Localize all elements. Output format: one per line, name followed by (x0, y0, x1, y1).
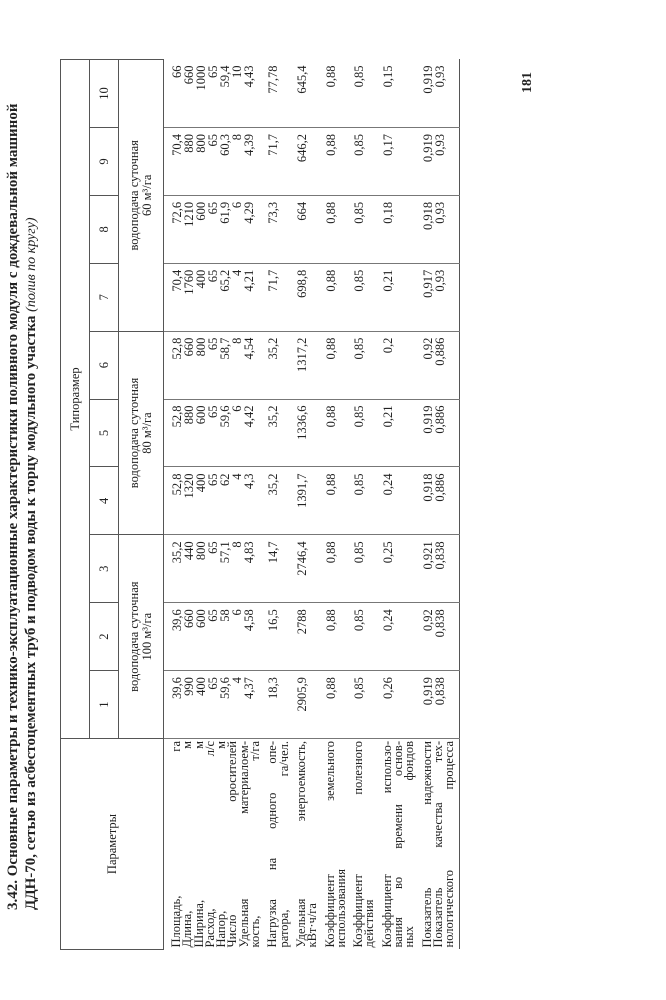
value: 800 (194, 541, 208, 561)
value-cell (419, 399, 459, 467)
value-cell (164, 467, 265, 535)
value: 59,6 (218, 677, 232, 699)
value-cell (264, 195, 293, 263)
value-cell (164, 535, 265, 603)
value-cell (379, 59, 419, 127)
value: 0,21 (380, 405, 395, 428)
value: 65 (206, 201, 220, 215)
value-cell (419, 467, 459, 535)
value: 800 (194, 337, 208, 357)
value-cell (322, 331, 351, 399)
value-cell (322, 535, 351, 603)
value: 0,921 (420, 541, 435, 570)
value: 73,3 (266, 201, 281, 224)
value: 0,92 (420, 609, 435, 632)
table-row (293, 59, 322, 949)
row-label-line: использования (333, 869, 348, 948)
table-caption (4, 60, 41, 910)
value: 4 (230, 677, 244, 684)
value: 0,838 (432, 541, 447, 570)
value: 71,7 (266, 269, 281, 292)
value: 664 (294, 201, 309, 221)
value: 66 (170, 65, 184, 78)
page-number: 181 (520, 72, 535, 93)
value: 65 (206, 405, 220, 419)
value: 61,9 (218, 201, 232, 224)
row-label-line: Коэффициент полезного (351, 741, 366, 948)
header-group (119, 59, 164, 331)
header-typesize: Типоразмер (61, 59, 90, 738)
value-cell (293, 671, 322, 739)
value: 880 (182, 133, 196, 153)
value: 0,918 (420, 473, 435, 502)
group-rate: 60 м³/га (140, 174, 154, 217)
value-cell (293, 127, 322, 195)
value-cell (350, 671, 379, 739)
row-label-line: вания во времени основ- (391, 741, 406, 948)
value-cell (164, 263, 265, 331)
value: 400 (194, 473, 208, 493)
value: 0,85 (352, 65, 367, 88)
value: 16,5 (266, 609, 281, 632)
row-label-line: действия (362, 899, 377, 948)
value: 400 (194, 677, 208, 696)
value: 4,39 (242, 133, 256, 156)
value: 4,43 (242, 65, 256, 88)
value-cell (293, 535, 322, 603)
value: 0,886 (432, 473, 447, 502)
value: 0,18 (380, 201, 395, 224)
value: 4 (230, 269, 244, 277)
value: 0,88 (323, 677, 338, 699)
header-size: 8 (90, 195, 119, 263)
value: 8 (230, 541, 244, 548)
value: 8 (230, 337, 244, 344)
value: 4,54 (242, 337, 256, 360)
value-cell (419, 535, 459, 603)
value: 4,37 (242, 677, 256, 699)
row-label (322, 739, 351, 950)
value: 57,1 (218, 541, 232, 564)
value-cell (164, 195, 265, 263)
value: 52,8 (170, 405, 184, 428)
value: 8 (230, 133, 244, 141)
value: 0,85 (352, 269, 367, 292)
value: 0,93 (432, 269, 447, 292)
value: 65 (206, 133, 220, 147)
value-cell (419, 195, 459, 263)
caption-note: (полив по кругу) (24, 217, 39, 312)
value-cell (419, 127, 459, 195)
value: 0,838 (432, 677, 447, 706)
value: 600 (194, 201, 208, 221)
value-cell (264, 59, 293, 127)
value: 35,2 (266, 405, 281, 428)
value: 18,3 (266, 677, 281, 699)
value: 0,88 (323, 609, 338, 632)
value-cell (379, 195, 419, 263)
value: 800 (194, 133, 208, 153)
value-cell (379, 399, 419, 467)
value-cell (322, 467, 351, 535)
value: 0,85 (352, 201, 367, 224)
group-rate: 80 м³/га (140, 412, 154, 454)
value: 0,85 (352, 337, 367, 360)
row-label-line: Расход, л/с (202, 741, 217, 948)
table-row (322, 59, 351, 949)
value-cell (350, 263, 379, 331)
value: 6 (230, 201, 244, 209)
row-label (419, 739, 459, 950)
value: 65 (206, 65, 220, 78)
value-cell (379, 331, 419, 399)
value: 400 (194, 269, 208, 289)
value: 65 (206, 337, 220, 351)
value: 440 (182, 541, 196, 561)
value-cell (350, 331, 379, 399)
value: 880 (182, 405, 196, 425)
value: 70,4 (170, 133, 184, 156)
value-cell (264, 263, 293, 331)
value: 0,24 (380, 609, 395, 632)
header-group (119, 331, 164, 535)
value: 0,886 (432, 337, 447, 366)
header-size: 2 (90, 603, 119, 671)
header-size: 6 (90, 331, 119, 399)
value-cell (164, 603, 265, 671)
value: 0,85 (352, 609, 367, 632)
value: 0,92 (420, 337, 435, 360)
row-label (379, 739, 419, 950)
value-cell (419, 331, 459, 399)
table-row (264, 59, 293, 949)
value-cell (350, 399, 379, 467)
value: 1000 (194, 65, 208, 91)
table-body (164, 59, 460, 949)
value-cell (164, 127, 265, 195)
group-rate: 100 м³/га (140, 612, 154, 661)
value-cell (350, 127, 379, 195)
value: 60,3 (218, 133, 232, 156)
value: 0,85 (352, 473, 367, 496)
value-cell (350, 59, 379, 127)
value-cell (322, 263, 351, 331)
value: 0,25 (380, 541, 395, 564)
value: 660 (182, 609, 196, 628)
value: 2788 (294, 609, 309, 635)
value: 65 (206, 677, 220, 690)
value: 0,88 (323, 473, 338, 496)
value: 6 (230, 609, 244, 616)
value-cell (264, 331, 293, 399)
value: 65,2 (218, 269, 232, 292)
value: 77,78 (266, 65, 281, 94)
group-label: водоподача суточная (127, 581, 141, 692)
value-cell (322, 127, 351, 195)
header-params: Параметры (61, 739, 164, 950)
value: 0,919 (420, 65, 435, 94)
value: 1320 (182, 473, 196, 499)
value: 0,88 (323, 65, 338, 88)
header-size: 10 (90, 59, 119, 127)
row-label (164, 739, 265, 950)
value: 1336,6 (294, 405, 309, 440)
value-cell (293, 331, 322, 399)
value-cell (293, 195, 322, 263)
value-cell (264, 603, 293, 671)
value-cell (293, 59, 322, 127)
value-cell (379, 535, 419, 603)
value-cell (419, 263, 459, 331)
value: 0,88 (323, 337, 338, 360)
value: 65 (206, 541, 220, 554)
value-cell (379, 603, 419, 671)
value: 4,3 (242, 473, 256, 490)
value: 0,26 (380, 677, 395, 699)
value-cell (293, 399, 322, 467)
row-label-line: нологического процесса (442, 741, 457, 948)
table-row (419, 59, 459, 949)
value-cell (419, 603, 459, 671)
value: 0,919 (420, 677, 435, 706)
value: 0,85 (352, 541, 367, 564)
table-row (350, 59, 379, 949)
row-label (264, 739, 293, 950)
value: 35,2 (266, 473, 281, 496)
value: 39,6 (170, 609, 184, 632)
parameters-table (60, 59, 460, 950)
value: 2905,9 (294, 677, 309, 712)
value: 0,21 (380, 269, 395, 292)
row-label-line: Площадь, га (169, 741, 183, 948)
value-cell (379, 127, 419, 195)
value: 35,2 (266, 337, 281, 360)
value: 0,85 (352, 405, 367, 428)
value: 646,2 (294, 133, 309, 163)
value-cell (164, 671, 265, 739)
value: 0,93 (432, 65, 447, 88)
header-size: 5 (90, 399, 119, 467)
value: 600 (194, 609, 208, 628)
value: 1760 (182, 269, 196, 295)
value: 14,7 (266, 541, 281, 564)
row-label (293, 739, 322, 950)
value: 6 (230, 405, 244, 412)
value: 71,7 (266, 133, 281, 156)
row-label-line: Показатель надежности (419, 741, 434, 948)
header-size: 3 (90, 535, 119, 603)
value: 2746,4 (294, 541, 309, 576)
value: 0,24 (380, 473, 395, 496)
value: 0,93 (432, 133, 447, 156)
value: 600 (194, 405, 208, 425)
row-label-line: Число оросителей (225, 741, 240, 948)
value-cell (264, 127, 293, 195)
value: 4 (230, 473, 244, 480)
value: 0,85 (352, 133, 367, 156)
value-cell (164, 59, 265, 127)
value: 62 (218, 473, 232, 486)
row-label-line: Коэффициент использо- (379, 741, 394, 948)
value: 35,2 (170, 541, 184, 564)
value: 660 (182, 65, 196, 85)
row-label-line: Напор, м (214, 741, 229, 948)
value: 0,88 (323, 201, 338, 224)
value-cell (264, 399, 293, 467)
value: 4,21 (242, 269, 256, 292)
value-cell (322, 399, 351, 467)
value: 660 (182, 337, 196, 357)
value-cell (293, 603, 322, 671)
value: 0,88 (323, 133, 338, 156)
value: 72,6 (170, 201, 184, 224)
value: 58 (218, 609, 232, 622)
header-size: 9 (90, 127, 119, 195)
value-cell (264, 671, 293, 739)
row-label-line: Удельная энергоемкость, (293, 741, 308, 948)
value-cell (350, 467, 379, 535)
value: 65 (206, 473, 220, 486)
value: 4,42 (242, 405, 256, 428)
value: 39,6 (170, 677, 184, 699)
value: 0,15 (380, 65, 395, 88)
table-row (164, 59, 265, 949)
value-cell (293, 467, 322, 535)
value-cell (350, 603, 379, 671)
row-label-line: кость, т/га (248, 741, 263, 948)
header-size: 4 (90, 467, 119, 535)
table-row (379, 59, 419, 949)
value-cell (379, 263, 419, 331)
value: 70,4 (170, 269, 184, 292)
row-label-line: Ширина, м (191, 741, 206, 948)
row-label-line: Удельная материалоем- (236, 741, 251, 948)
value-cell (350, 195, 379, 263)
value-cell (322, 671, 351, 739)
value-cell (322, 603, 351, 671)
value-cell (264, 535, 293, 603)
value: 0,93 (432, 201, 447, 224)
value: 0,918 (420, 201, 435, 230)
value: 1391,7 (294, 473, 309, 508)
value: 0,919 (420, 133, 435, 163)
value: 0,88 (323, 269, 338, 292)
row-label-line: Длина, м (180, 741, 195, 948)
value: 0,88 (323, 541, 338, 564)
header-group (119, 535, 164, 739)
value: 1317,2 (294, 337, 309, 373)
value: 52,8 (170, 473, 184, 496)
value: 65 (206, 269, 220, 283)
value: 1210 (182, 201, 196, 227)
value: 59,6 (218, 405, 232, 428)
value-cell (379, 671, 419, 739)
value: 645,4 (294, 65, 309, 94)
value: 65 (206, 609, 220, 622)
value: 0,838 (432, 609, 447, 638)
value: 4,58 (242, 609, 256, 632)
row-label-line: ратора, га/чел. (276, 741, 291, 948)
value: 10 (230, 65, 244, 78)
row-label-line: Показатель качества тех- (430, 741, 445, 948)
value-cell (379, 467, 419, 535)
value-cell (293, 263, 322, 331)
header-size: 1 (90, 671, 119, 739)
value-cell (322, 195, 351, 263)
value: 0,919 (420, 405, 435, 434)
row-label-line: кВт·ч/га (305, 903, 320, 948)
value: 58,7 (218, 337, 232, 360)
group-label: водоподача суточная (127, 140, 141, 251)
value: 52,8 (170, 337, 184, 360)
row-label (350, 739, 379, 950)
header-size: 7 (90, 263, 119, 331)
value-cell (164, 331, 265, 399)
row-label-line: Нагрузка на одного опе- (265, 741, 280, 948)
caption-title: 3.42. Основные параметры и технико-эксплуатационные характеристики поливного модуля с дождевальной машиной ДДН-70, сетью из асбестоцементных труб и подводом воды к торцу модульного участка (5, 103, 39, 910)
value: 0,17 (380, 133, 395, 156)
value: 0,88 (323, 405, 338, 428)
value: 4,29 (242, 201, 256, 224)
value: 0,85 (352, 677, 367, 699)
row-label-line: ных фондов (402, 741, 417, 948)
value: 0,2 (380, 337, 395, 354)
value-cell (164, 399, 265, 467)
group-label: водоподача суточная (127, 377, 141, 489)
row-label-line: Коэффициент земельного (322, 741, 337, 948)
value: 59,4 (218, 65, 232, 88)
value: 698,8 (294, 269, 309, 298)
value: 0,886 (432, 405, 447, 434)
value-cell (264, 467, 293, 535)
value: 990 (182, 677, 196, 696)
value-cell (350, 535, 379, 603)
value: 0,917 (420, 269, 435, 298)
value-cell (419, 671, 459, 739)
value-cell (419, 59, 459, 127)
value: 4,83 (242, 541, 256, 564)
value-cell (322, 59, 351, 127)
